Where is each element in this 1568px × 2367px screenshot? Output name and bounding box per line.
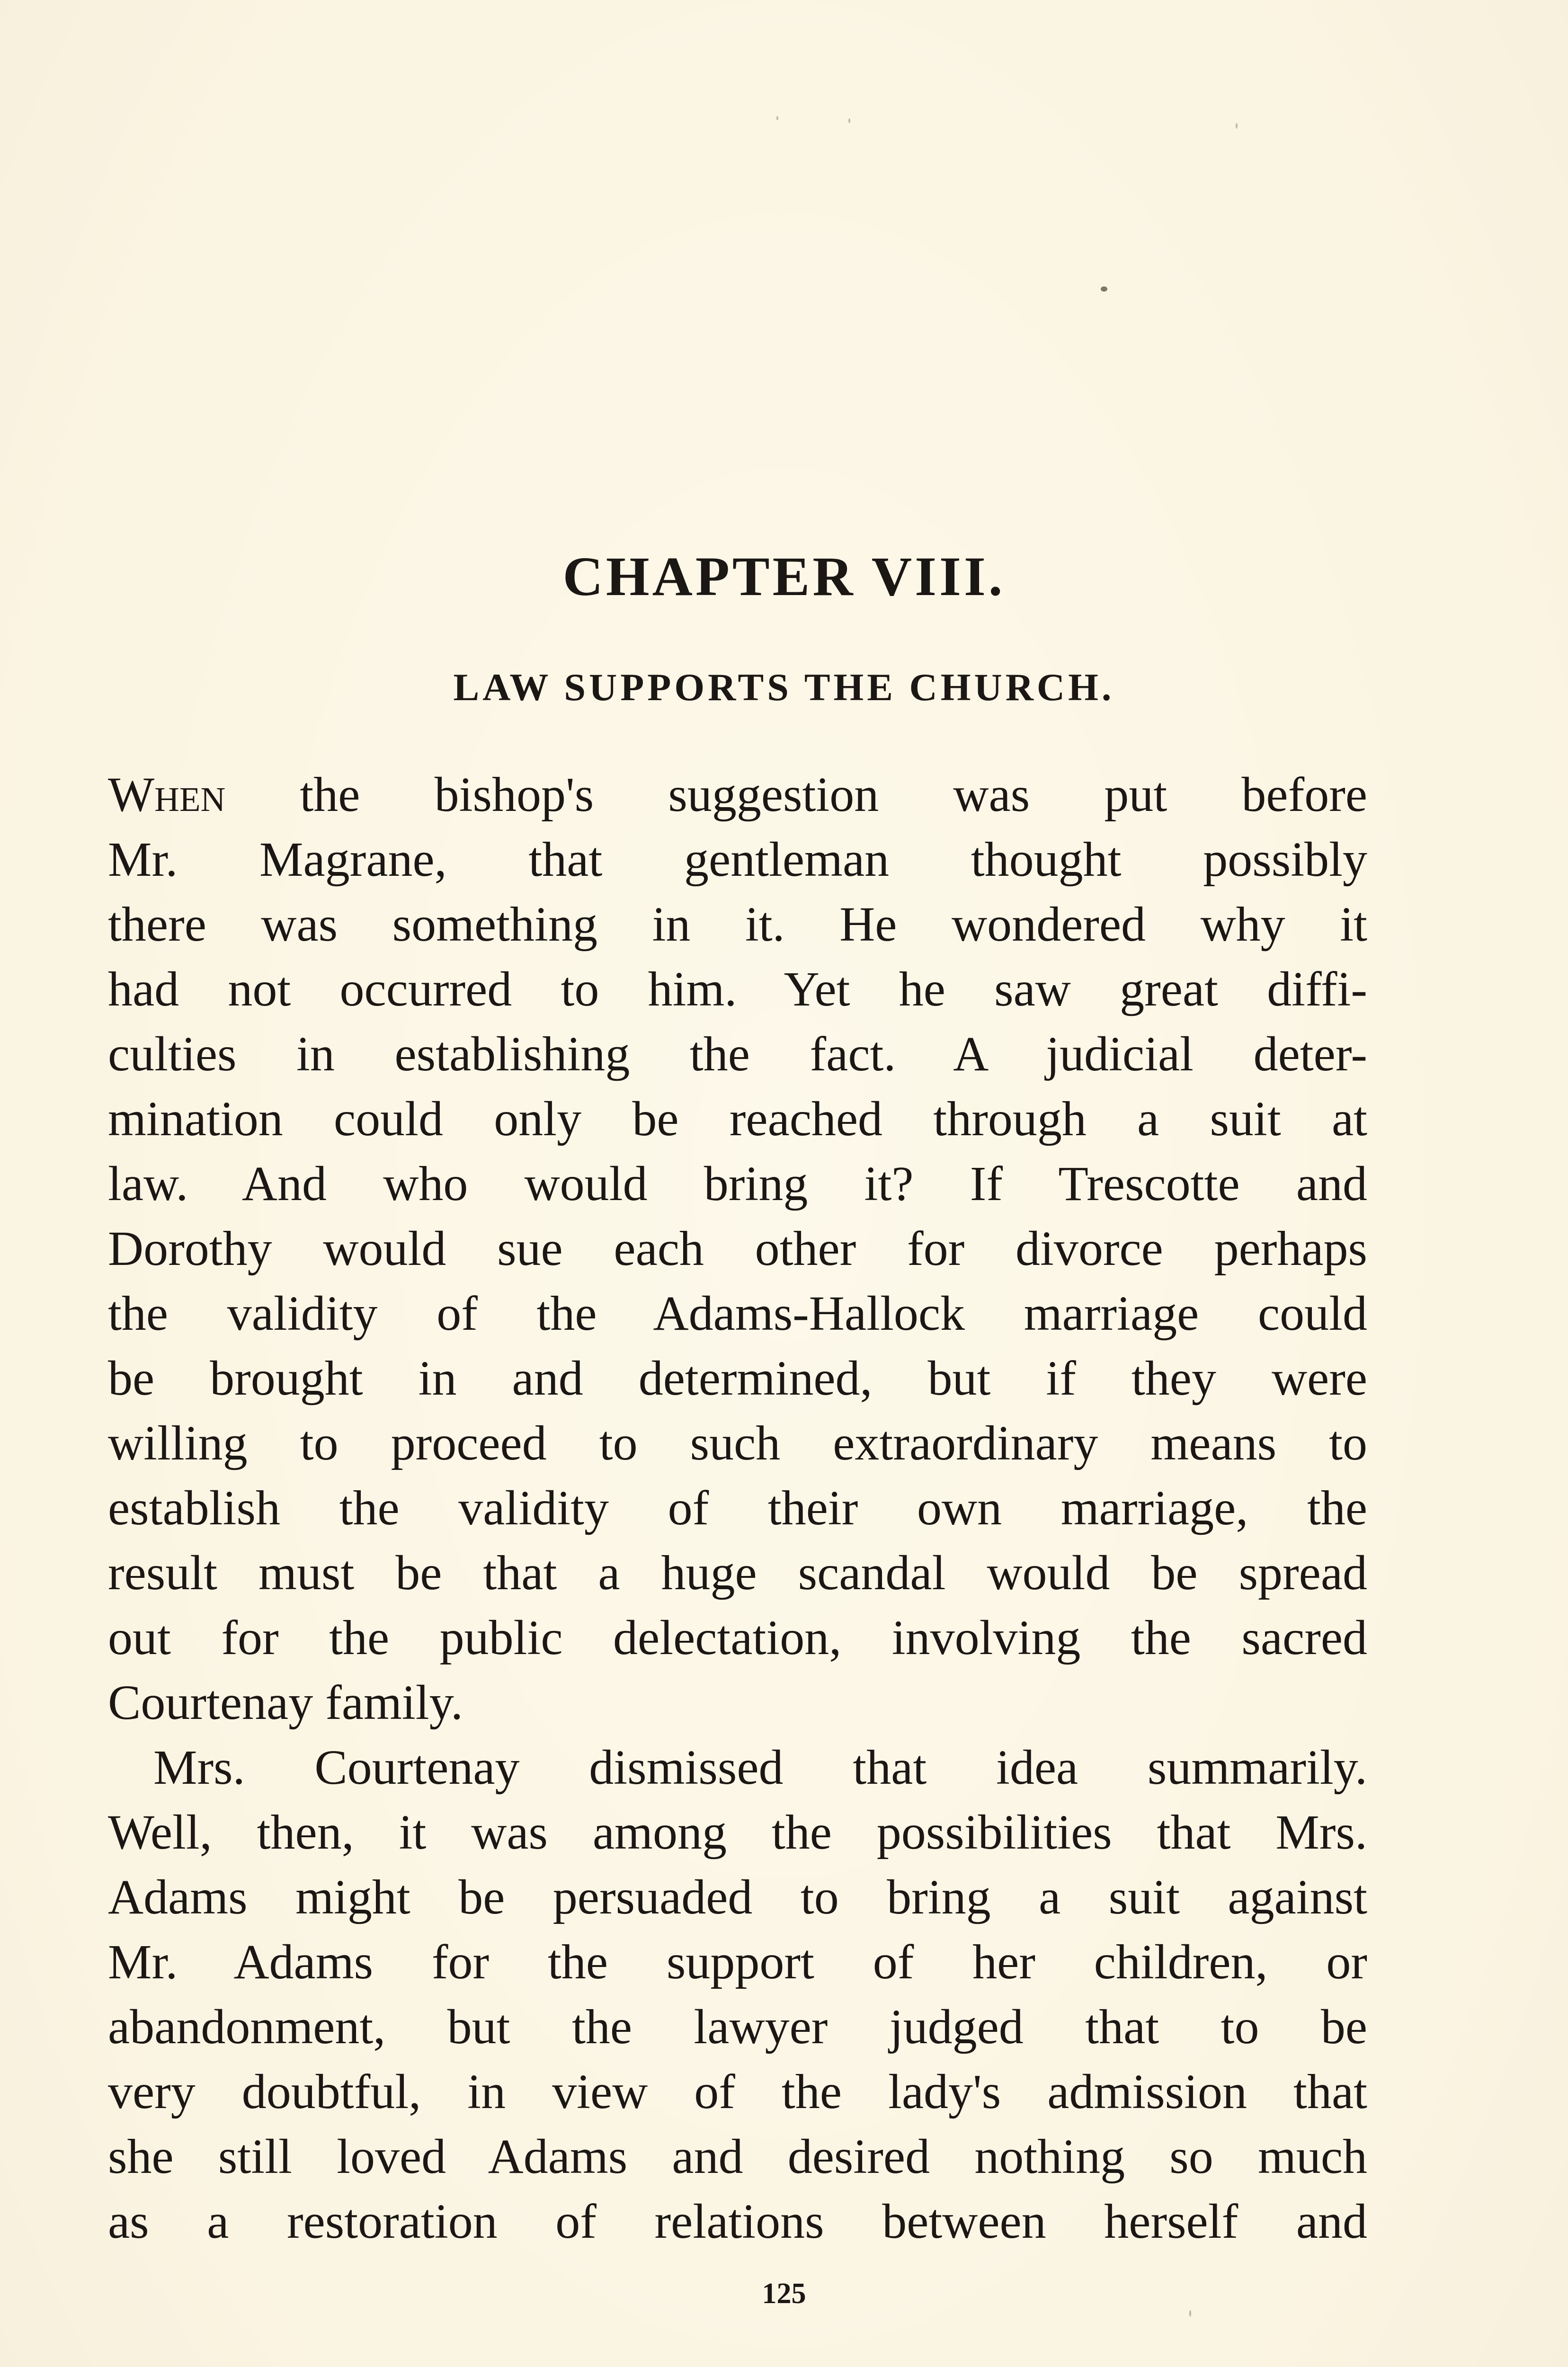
page-number: 125 (762, 2278, 806, 2310)
body-text (108, 762, 1367, 2254)
text-line: law. And who would bring it? If Trescotte and (108, 1157, 1367, 1211)
text-line: Adams might be persuaded to bring a suit against (108, 1870, 1367, 1924)
text-line: the validity of the Adams-Hallock marriage could (108, 1286, 1367, 1341)
text-line: be brought in and determined, but if they were (108, 1351, 1367, 1406)
text-line: had not occurred to him. Yet he saw great diffi- (108, 962, 1367, 1016)
text-line: Well, then, it was among the possibilities that Mrs. (108, 1805, 1367, 1860)
ink-speck (1189, 2310, 1191, 2317)
text-line: out for the public delectation, involving the sacred (108, 1611, 1367, 1665)
ink-speck (1236, 123, 1238, 129)
text-line: Mr. Adams for the support of her children, or (108, 1935, 1367, 1989)
text-line: as a restoration of relations between herself and (108, 2194, 1367, 2249)
text-line: there was something in it. He wondered why it (108, 897, 1367, 952)
chapter-subtitle: LAW SUPPORTS THE CHURCH. (453, 666, 1115, 709)
chapter-title: CHAPTER VIII. (562, 545, 1006, 607)
text-line: When the bishop's suggestion was put before (108, 767, 1367, 822)
text-line: mination could only be reached through a suit at (108, 1092, 1367, 1146)
text-line: Courtenay family. (108, 1675, 463, 1730)
text-line: very doubtful, in view of the lady's admission that (108, 2064, 1367, 2119)
text-line: Dorothy would sue each other for divorce perhaps (108, 1221, 1367, 1276)
text-line: abandonment, but the lawyer judged that to be (108, 2000, 1367, 2054)
ink-speck (776, 116, 778, 120)
lead-word: When (108, 767, 226, 822)
text-line: result must be that a huge scandal would be spread (108, 1546, 1367, 1600)
text-line: Mrs. Courtenay dismissed that idea summarily. (153, 1740, 1367, 1795)
text-line: culties in establishing the fact. A judicial deter- (108, 1027, 1367, 1081)
text-line: she still loved Adams and desired nothing so much (108, 2129, 1367, 2184)
text-line: establish the validity of their own marriage, the (108, 1481, 1367, 1535)
text-line: Mr. Magrane, that gentleman thought possibly (108, 832, 1367, 887)
ink-speck (848, 118, 850, 123)
ink-speck (1101, 286, 1107, 292)
text-line: willing to proceed to such extraordinary means to (108, 1416, 1367, 1470)
